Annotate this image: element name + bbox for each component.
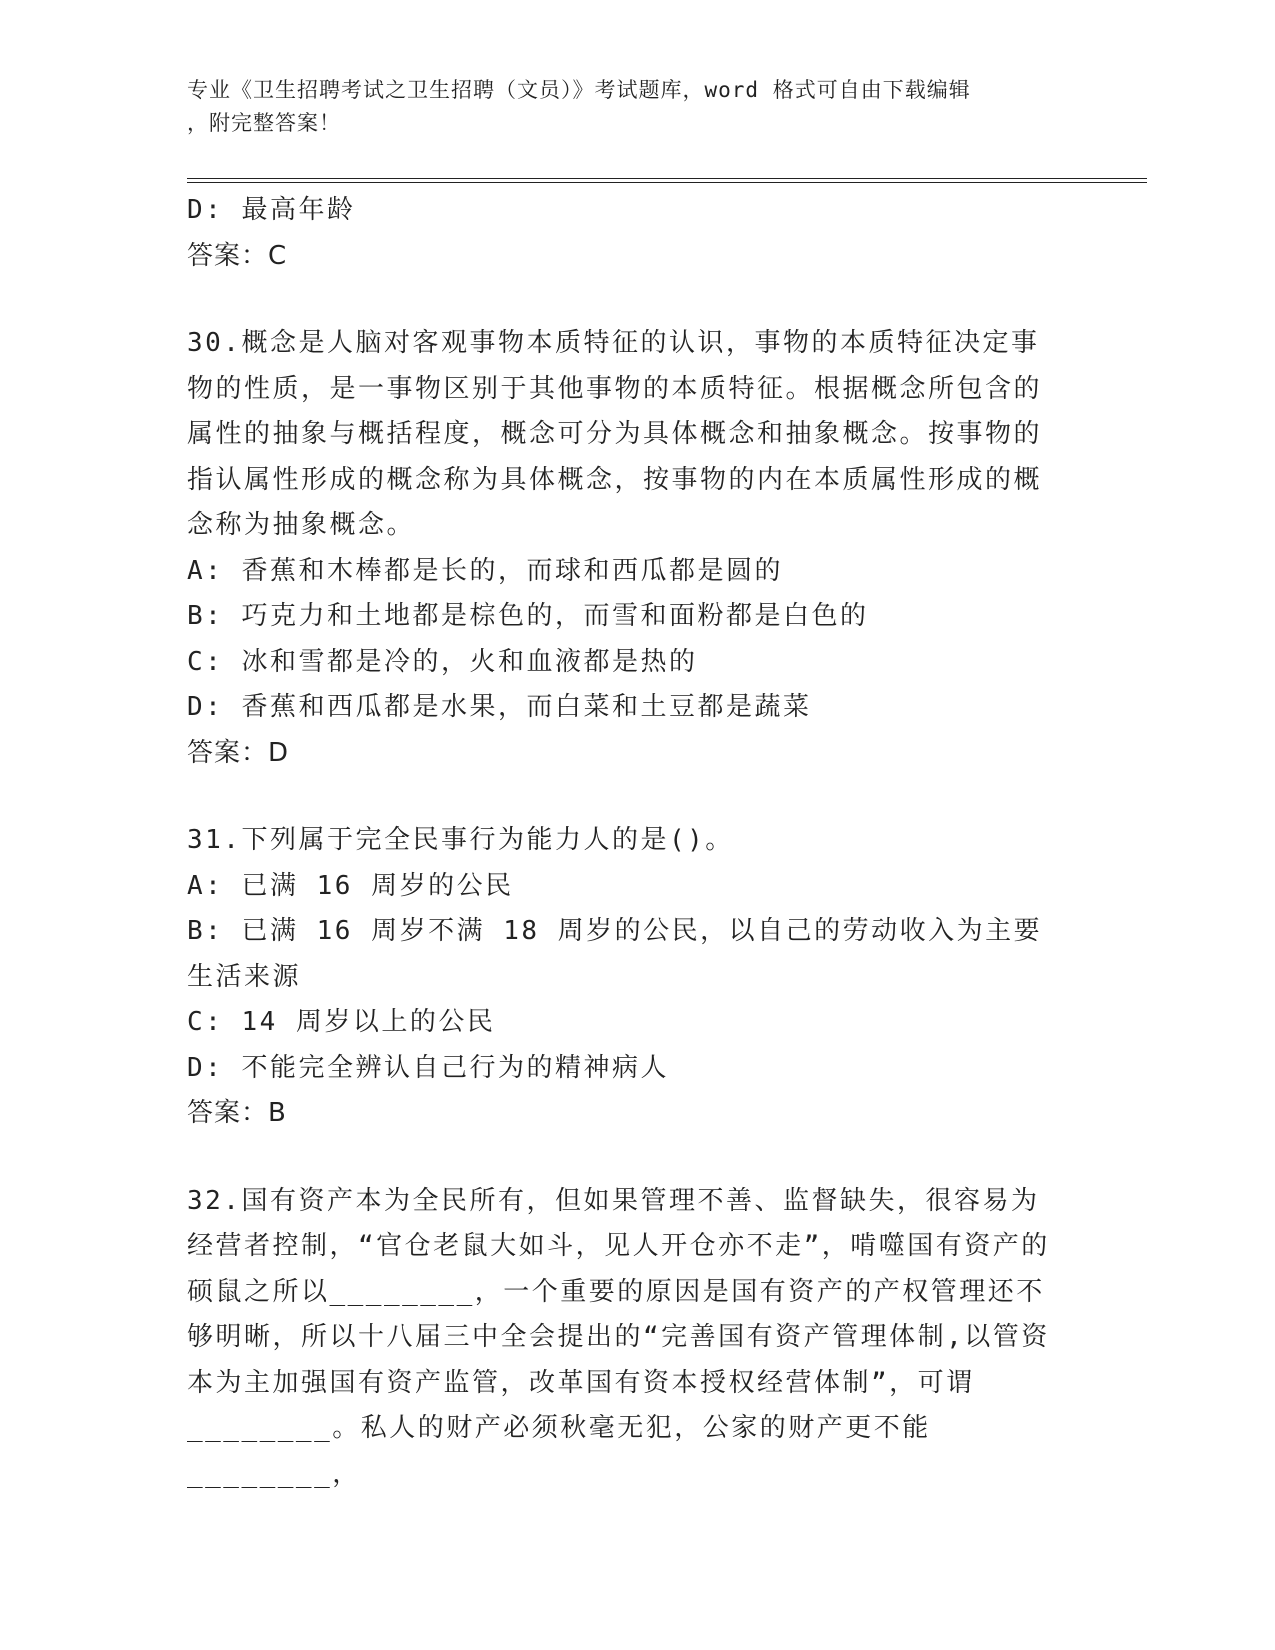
question-30-stem: 30.概念是人脑对客观事物本质特征的认识，事物的本质特征决定事物的性质，是一事物区别于其他事物的本质特征。根据概念所包含的属性的抽象与概括程度，概念可分为具体概念和抽象概念。按事物的指认属性形成的概念称为具体概念，按事物的内在本质属性形成的概念称为抽象概念。 xyxy=(187,328,1043,540)
question-30-option-b: B: 巧克力和土地都是棕色的，而雪和面粉都是白色的 xyxy=(187,601,869,631)
spacer xyxy=(187,279,1067,321)
question-30-option-d: D: 香蕉和西瓜都是水果，而白菜和土豆都是蔬菜 xyxy=(187,692,812,722)
prev-option-d: D: 最高年龄 xyxy=(187,195,356,225)
question-31-option-b: B: 已满 16 周岁不满 18 周岁的公民，以自己的劳动收入为主要生活来源 xyxy=(187,916,1043,992)
question-30-option-c: C: 冰和雪都是冷的，火和血液都是热的 xyxy=(187,646,698,677)
question-32-stem: 32.国有资产本为全民所有，但如果管理不善、监督缺失，很容易为经营者控制，“官仓老鼠大如斗，见人开仓亦不走”，啃噬国有资产的硕鼠之所以________，一个重要的原因是国有资产的产权管理还不够明晰，所以十八届三中全会提出的“完善国有资产管理体制,以管资本为主加强国有资产监管，改革国有资本授权经营体制”，可谓________。私人的财产必须秋毫无犯，公家的财产更不能________， xyxy=(187,1185,1050,1489)
spacer xyxy=(187,776,1067,818)
header-title-line-continued: ，附完整答案！ xyxy=(187,111,341,135)
question-30-answer: 答案：D xyxy=(187,737,290,768)
prev-answer: 答案：C xyxy=(187,240,288,271)
question-31-stem: 31.下列属于完全民事行为能力人的是()。 xyxy=(187,825,734,855)
header-divider xyxy=(187,178,1147,183)
spacer xyxy=(187,1137,1067,1179)
question-31-option-d: D: 不能完全辨认自己行为的精神病人 xyxy=(187,1052,669,1083)
question-31-answer: 答案：B xyxy=(187,1098,287,1128)
document-header xyxy=(187,74,1087,140)
document-body xyxy=(187,188,1067,1497)
header-title-line: 专业《卫生招聘考试之卫生招聘（文员）》考试题库，word 格式可自由下载编辑 xyxy=(187,78,971,102)
question-30-option-a: A: 香蕉和木棒都是长的，而球和西瓜都是圆的 xyxy=(187,555,783,586)
question-31-option-c: C: 14 周岁以上的公民 xyxy=(187,1007,496,1037)
question-31-option-a: A: 已满 16 周岁的公民 xyxy=(187,870,514,901)
